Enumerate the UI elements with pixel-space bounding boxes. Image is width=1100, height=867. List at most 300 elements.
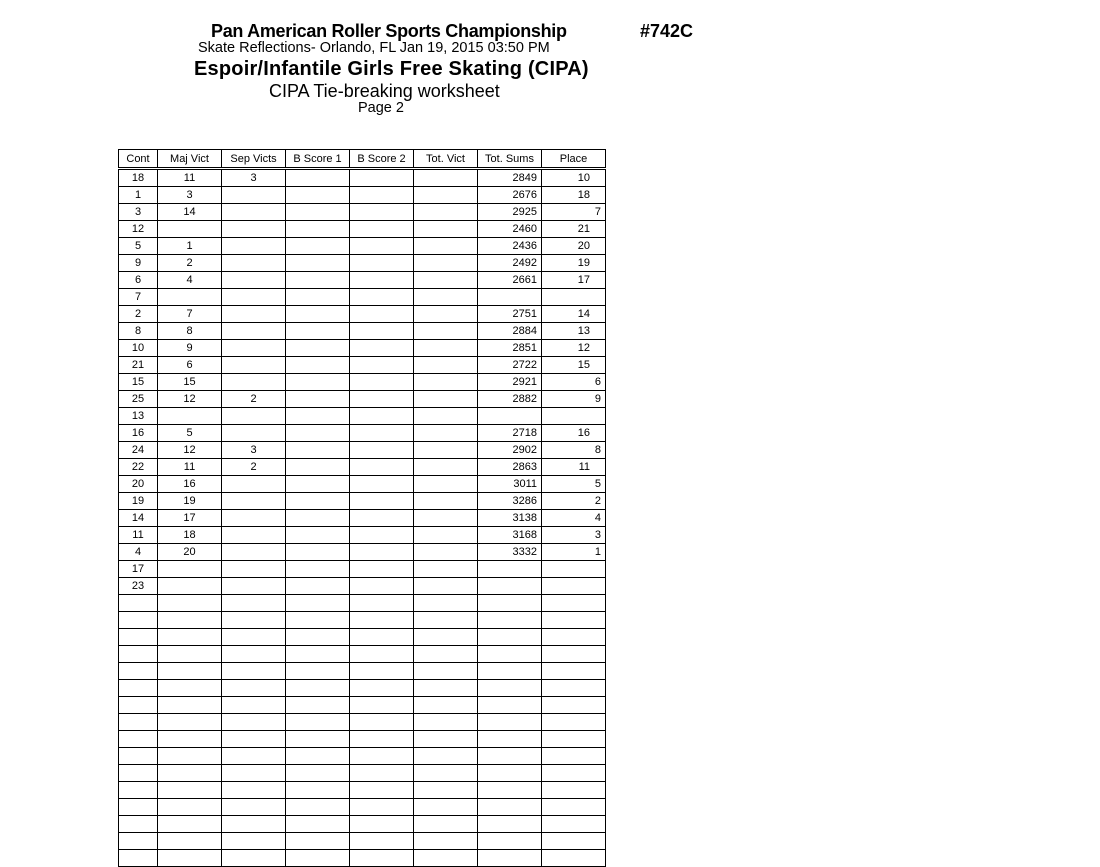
table-row [119, 272, 606, 289]
cell-maj-vict [158, 816, 222, 833]
cell-b-score-2 [350, 833, 414, 850]
cell-b-score-1 [286, 680, 350, 697]
cell-sep-victs [222, 289, 286, 306]
cell-sep-victs [222, 629, 286, 646]
cell-b-score-1 [286, 289, 350, 306]
cell-b-score-1 [286, 510, 350, 527]
table-row-blank [119, 612, 606, 629]
cell-cont [119, 697, 158, 714]
cell-tot-vict [414, 595, 478, 612]
cell-tot-vict [414, 697, 478, 714]
cell-b-score-1 [286, 459, 350, 476]
cell-sep-victs: 3 [222, 442, 286, 459]
cell-place [542, 408, 606, 425]
cell-tot-vict [414, 238, 478, 255]
cell-cont: 15 [119, 374, 158, 391]
cell-b-score-1 [286, 357, 350, 374]
cell-sep-victs [222, 782, 286, 799]
cell-sep-victs [222, 578, 286, 595]
cell-sep-victs [222, 357, 286, 374]
venue-date-line: Skate Reflections- Orlando, FL Jan 19, 2015 03:50 PM [198, 40, 550, 56]
cell-place: 7 [542, 204, 606, 221]
table-row [119, 255, 606, 272]
cell-place: 17 [542, 272, 606, 289]
cell-tot-sums [478, 833, 542, 850]
cell-tot-vict [414, 782, 478, 799]
cell-tot-vict [414, 816, 478, 833]
cell-cont: 7 [119, 289, 158, 306]
cell-tot-sums [478, 289, 542, 306]
cell-tot-vict [414, 289, 478, 306]
cell-sep-victs [222, 850, 286, 867]
cell-b-score-1 [286, 799, 350, 816]
cell-place [542, 612, 606, 629]
cell-cont: 14 [119, 510, 158, 527]
cell-sep-victs [222, 187, 286, 204]
cell-tot-sums: 2676 [478, 187, 542, 204]
cell-b-score-2 [350, 697, 414, 714]
cell-b-score-1 [286, 493, 350, 510]
cell-maj-vict [158, 646, 222, 663]
cell-sep-victs [222, 748, 286, 765]
cell-b-score-2 [350, 374, 414, 391]
table-row [119, 493, 606, 510]
cell-tot-sums [478, 680, 542, 697]
cell-maj-vict [158, 748, 222, 765]
cell-tot-sums: 3011 [478, 476, 542, 493]
cell-maj-vict [158, 561, 222, 578]
cell-place [542, 799, 606, 816]
cell-b-score-2 [350, 612, 414, 629]
cell-maj-vict [158, 850, 222, 867]
cell-cont: 12 [119, 221, 158, 238]
cell-b-score-2 [350, 561, 414, 578]
table-row [119, 578, 606, 595]
cell-maj-vict: 7 [158, 306, 222, 323]
cell-place [542, 578, 606, 595]
cell-place: 6 [542, 374, 606, 391]
cell-tot-vict [414, 646, 478, 663]
cell-sep-victs [222, 272, 286, 289]
cell-b-score-1 [286, 187, 350, 204]
cell-tot-vict [414, 612, 478, 629]
cell-cont: 22 [119, 459, 158, 476]
table-row [119, 459, 606, 476]
table-row [119, 289, 606, 306]
cell-place [542, 561, 606, 578]
cell-tot-vict [414, 169, 478, 187]
cell-maj-vict [158, 289, 222, 306]
cell-cont: 18 [119, 169, 158, 187]
cell-sep-victs [222, 595, 286, 612]
cell-b-score-1 [286, 425, 350, 442]
cell-place [542, 833, 606, 850]
cell-b-score-1 [286, 833, 350, 850]
table-row [119, 357, 606, 374]
cell-b-score-1 [286, 663, 350, 680]
cell-cont [119, 782, 158, 799]
cell-maj-vict: 11 [158, 169, 222, 187]
cell-b-score-2 [350, 629, 414, 646]
table-row-blank [119, 646, 606, 663]
cell-tot-sums: 2661 [478, 272, 542, 289]
cell-place [542, 697, 606, 714]
table-row-blank [119, 680, 606, 697]
cell-b-score-2 [350, 323, 414, 340]
cell-place [542, 663, 606, 680]
cell-place: 9 [542, 391, 606, 408]
cell-tot-vict [414, 272, 478, 289]
cell-b-score-1 [286, 391, 350, 408]
cell-b-score-2 [350, 714, 414, 731]
cell-tot-sums [478, 595, 542, 612]
cell-sep-victs: 2 [222, 391, 286, 408]
cell-b-score-1 [286, 476, 350, 493]
cell-b-score-1 [286, 765, 350, 782]
cell-tot-sums [478, 612, 542, 629]
table-row [119, 306, 606, 323]
cell-maj-vict: 3 [158, 187, 222, 204]
cell-cont: 9 [119, 255, 158, 272]
cell-b-score-2 [350, 782, 414, 799]
cell-sep-victs [222, 425, 286, 442]
cell-maj-vict [158, 799, 222, 816]
cell-sep-victs [222, 221, 286, 238]
cell-tot-vict [414, 731, 478, 748]
cell-b-score-1 [286, 408, 350, 425]
cell-tot-vict [414, 850, 478, 867]
cell-maj-vict [158, 765, 222, 782]
cell-tot-sums [478, 646, 542, 663]
cell-place: 3 [542, 527, 606, 544]
cell-b-score-2 [350, 357, 414, 374]
cell-tot-vict [414, 357, 478, 374]
cell-tot-sums: 2492 [478, 255, 542, 272]
cell-place [542, 765, 606, 782]
cell-tot-sums [478, 731, 542, 748]
cell-cont: 17 [119, 561, 158, 578]
cell-tot-sums: 3138 [478, 510, 542, 527]
cell-tot-sums [478, 782, 542, 799]
cell-cont: 10 [119, 340, 158, 357]
cell-sep-victs [222, 306, 286, 323]
cell-b-score-2 [350, 493, 414, 510]
cell-tot-vict [414, 663, 478, 680]
cell-tot-vict [414, 544, 478, 561]
cell-b-score-2 [350, 255, 414, 272]
cell-b-score-1 [286, 169, 350, 187]
cell-b-score-1 [286, 306, 350, 323]
cell-b-score-2 [350, 408, 414, 425]
cell-tot-vict [414, 799, 478, 816]
table-row [119, 476, 606, 493]
cell-tot-sums [478, 578, 542, 595]
cell-cont [119, 612, 158, 629]
cell-tot-sums: 2722 [478, 357, 542, 374]
cell-place: 19 [542, 255, 606, 272]
cell-tot-vict [414, 493, 478, 510]
cell-sep-victs [222, 561, 286, 578]
cell-b-score-2 [350, 799, 414, 816]
cell-sep-victs [222, 510, 286, 527]
cell-b-score-1 [286, 850, 350, 867]
cell-sep-victs [222, 833, 286, 850]
table-row-blank [119, 697, 606, 714]
cell-tot-vict [414, 442, 478, 459]
table-row-blank [119, 629, 606, 646]
cell-b-score-2 [350, 169, 414, 187]
cell-place [542, 289, 606, 306]
cell-b-score-1 [286, 816, 350, 833]
cell-cont: 2 [119, 306, 158, 323]
cell-place: 10 [542, 169, 606, 187]
cell-b-score-2 [350, 204, 414, 221]
cell-b-score-1 [286, 340, 350, 357]
cell-b-score-2 [350, 306, 414, 323]
cell-maj-vict: 15 [158, 374, 222, 391]
cell-maj-vict [158, 408, 222, 425]
cell-place: 1 [542, 544, 606, 561]
cell-tot-sums [478, 663, 542, 680]
cell-tot-sums [478, 748, 542, 765]
cell-b-score-1 [286, 714, 350, 731]
cell-maj-vict: 20 [158, 544, 222, 561]
cell-maj-vict: 11 [158, 459, 222, 476]
cell-cont: 25 [119, 391, 158, 408]
cell-b-score-2 [350, 221, 414, 238]
cell-place: 20 [542, 238, 606, 255]
cell-tot-vict [414, 527, 478, 544]
cell-b-score-1 [286, 527, 350, 544]
cell-b-score-2 [350, 442, 414, 459]
worksheet-title: CIPA Tie-breaking worksheet [269, 81, 500, 101]
cell-b-score-1 [286, 374, 350, 391]
table-row-blank [119, 799, 606, 816]
table-header-row [119, 150, 606, 169]
cell-b-score-1 [286, 238, 350, 255]
col-header-b-score-1: B Score 1 [286, 150, 350, 169]
cell-place: 8 [542, 442, 606, 459]
cell-b-score-1 [286, 272, 350, 289]
cell-sep-victs [222, 255, 286, 272]
cell-maj-vict: 9 [158, 340, 222, 357]
cell-cont: 23 [119, 578, 158, 595]
cell-cont: 24 [119, 442, 158, 459]
cell-tot-sums [478, 850, 542, 867]
cell-tot-sums: 3286 [478, 493, 542, 510]
table-row [119, 238, 606, 255]
cell-sep-victs [222, 680, 286, 697]
cell-maj-vict: 19 [158, 493, 222, 510]
cell-tot-vict [414, 629, 478, 646]
table-row [119, 527, 606, 544]
cell-sep-victs: 3 [222, 169, 286, 187]
cell-sep-victs [222, 765, 286, 782]
cell-place: 16 [542, 425, 606, 442]
cell-b-score-2 [350, 272, 414, 289]
cell-maj-vict: 4 [158, 272, 222, 289]
cell-maj-vict: 16 [158, 476, 222, 493]
cell-maj-vict: 1 [158, 238, 222, 255]
cell-tot-sums: 3168 [478, 527, 542, 544]
table-row-blank [119, 748, 606, 765]
col-header-b-score-2: B Score 2 [350, 150, 414, 169]
cell-maj-vict [158, 612, 222, 629]
cell-tot-vict [414, 221, 478, 238]
cell-place: 11 [542, 459, 606, 476]
cell-b-score-1 [286, 221, 350, 238]
cell-cont: 4 [119, 544, 158, 561]
col-header-tot-sums: Tot. Sums [478, 150, 542, 169]
cell-tot-vict [414, 833, 478, 850]
cell-cont [119, 850, 158, 867]
table-row-blank [119, 714, 606, 731]
cell-b-score-2 [350, 510, 414, 527]
table-row [119, 425, 606, 442]
cell-b-score-2 [350, 476, 414, 493]
cell-cont [119, 663, 158, 680]
cell-b-score-2 [350, 765, 414, 782]
table-row [119, 544, 606, 561]
cell-tot-sums: 2921 [478, 374, 542, 391]
table-row-blank [119, 850, 606, 867]
cell-cont: 6 [119, 272, 158, 289]
cell-tot-sums [478, 561, 542, 578]
table-row [119, 374, 606, 391]
cell-cont [119, 765, 158, 782]
table-row-blank [119, 816, 606, 833]
cell-b-score-1 [286, 782, 350, 799]
cell-tot-sums: 2863 [478, 459, 542, 476]
cell-b-score-2 [350, 527, 414, 544]
col-header-place: Place [542, 150, 606, 169]
cell-tot-sums: 2751 [478, 306, 542, 323]
cell-b-score-2 [350, 646, 414, 663]
cell-tot-sums [478, 714, 542, 731]
cell-maj-vict: 12 [158, 442, 222, 459]
cell-place: 13 [542, 323, 606, 340]
cell-cont [119, 748, 158, 765]
cell-maj-vict: 12 [158, 391, 222, 408]
cell-b-score-2 [350, 816, 414, 833]
cell-tot-vict [414, 765, 478, 782]
cell-tot-vict [414, 255, 478, 272]
cell-place: 15 [542, 357, 606, 374]
cell-cont [119, 799, 158, 816]
table-row [119, 561, 606, 578]
cell-b-score-1 [286, 612, 350, 629]
table-row [119, 187, 606, 204]
cell-tot-sums [478, 799, 542, 816]
cell-sep-victs [222, 816, 286, 833]
cell-tot-sums: 2460 [478, 221, 542, 238]
cell-b-score-1 [286, 561, 350, 578]
cell-place [542, 782, 606, 799]
cell-b-score-2 [350, 238, 414, 255]
cell-cont: 5 [119, 238, 158, 255]
cell-maj-vict: 17 [158, 510, 222, 527]
cell-cont [119, 731, 158, 748]
table-row-blank [119, 765, 606, 782]
cell-place [542, 731, 606, 748]
table-row-blank [119, 833, 606, 850]
cell-b-score-2 [350, 544, 414, 561]
cell-cont: 8 [119, 323, 158, 340]
cell-sep-victs [222, 476, 286, 493]
cell-tot-vict [414, 323, 478, 340]
cell-tot-vict [414, 204, 478, 221]
cell-tot-sums [478, 408, 542, 425]
cell-b-score-2 [350, 850, 414, 867]
event-title: Espoir/Infantile Girls Free Skating (CIPA) [194, 58, 589, 80]
cell-maj-vict [158, 221, 222, 238]
cell-b-score-2 [350, 748, 414, 765]
cell-tot-vict [414, 374, 478, 391]
cell-b-score-1 [286, 731, 350, 748]
cell-b-score-1 [286, 204, 350, 221]
cell-place [542, 714, 606, 731]
cell-tot-sums [478, 765, 542, 782]
championship-title: Pan American Roller Sports Championship [211, 21, 567, 41]
table-row-blank [119, 782, 606, 799]
cell-b-score-2 [350, 340, 414, 357]
cell-cont [119, 714, 158, 731]
cell-tot-sums [478, 629, 542, 646]
cell-b-score-1 [286, 578, 350, 595]
cell-cont: 1 [119, 187, 158, 204]
cell-tot-vict [414, 476, 478, 493]
table-row-blank [119, 731, 606, 748]
cell-sep-victs [222, 408, 286, 425]
cell-b-score-2 [350, 680, 414, 697]
cell-place [542, 850, 606, 867]
cell-maj-vict [158, 714, 222, 731]
cell-place: 5 [542, 476, 606, 493]
table-row [119, 323, 606, 340]
cell-sep-victs [222, 340, 286, 357]
cell-maj-vict [158, 833, 222, 850]
cell-b-score-2 [350, 663, 414, 680]
cell-maj-vict: 5 [158, 425, 222, 442]
cell-cont: 20 [119, 476, 158, 493]
cell-b-score-1 [286, 595, 350, 612]
cell-b-score-1 [286, 323, 350, 340]
cell-b-score-2 [350, 459, 414, 476]
table-row [119, 204, 606, 221]
cell-tot-sums: 2718 [478, 425, 542, 442]
table-row [119, 510, 606, 527]
cell-tot-vict [414, 340, 478, 357]
cell-place: 12 [542, 340, 606, 357]
cell-tot-vict [414, 714, 478, 731]
table-row [119, 169, 606, 187]
cell-b-score-2 [350, 391, 414, 408]
cell-place: 2 [542, 493, 606, 510]
cell-tot-sums: 2436 [478, 238, 542, 255]
cell-maj-vict [158, 697, 222, 714]
cell-place [542, 646, 606, 663]
cell-maj-vict [158, 578, 222, 595]
event-code: #742C [640, 21, 694, 41]
cell-sep-victs [222, 544, 286, 561]
cell-tot-vict [414, 425, 478, 442]
cell-b-score-2 [350, 731, 414, 748]
cell-tot-sums: 2882 [478, 391, 542, 408]
cell-place: 21 [542, 221, 606, 238]
cell-tot-vict [414, 748, 478, 765]
cell-b-score-2 [350, 187, 414, 204]
cell-sep-victs [222, 374, 286, 391]
